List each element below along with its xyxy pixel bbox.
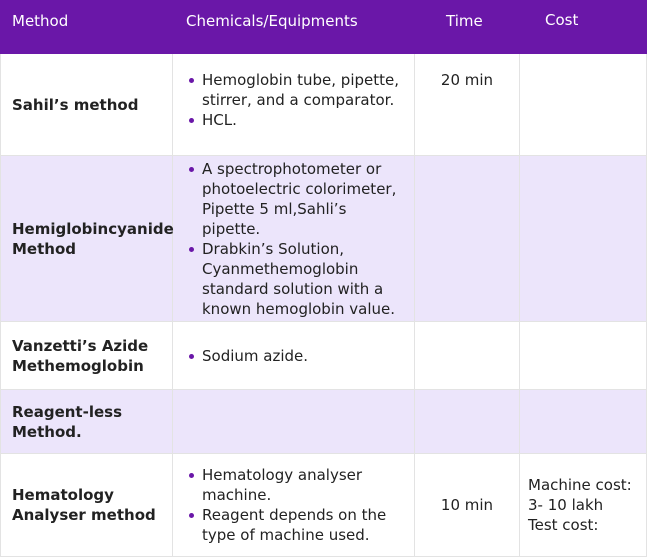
cost-line: 3- 10 lakh: [528, 496, 604, 514]
chemicals-list: [186, 159, 408, 319]
chemicals-list: [186, 346, 408, 366]
time-cell: [415, 390, 520, 454]
cost-line: Test cost:: [528, 516, 599, 534]
header-method: Method: [1, 1, 173, 54]
method-cell: Vanzetti’s Azide Methemoglobin: [1, 322, 173, 390]
header-chemicals: Chemicals/Equipments: [173, 1, 415, 54]
chemicals-cell: [173, 156, 415, 322]
cost-cell: [520, 54, 647, 156]
time-cell: 10 min: [415, 454, 520, 557]
table-row: [1, 54, 647, 156]
list-item: Hematology analyser machine.: [186, 465, 408, 505]
list-item: Sodium azide.: [186, 346, 408, 366]
chemicals-cell: [173, 54, 415, 156]
table-row: [1, 322, 647, 390]
table-row: [1, 390, 647, 454]
method-cell: Hematology Analyser method: [1, 454, 173, 557]
method-cell: Reagent-less Method.: [1, 390, 173, 454]
chemicals-list: [186, 465, 408, 545]
cost-line: Machine cost:: [528, 476, 632, 494]
time-cell: [415, 156, 520, 322]
chemicals-list: [186, 70, 408, 130]
method-cell: Hemiglobincyanide Method: [1, 156, 173, 322]
header-row: [1, 1, 647, 54]
chemicals-cell: [173, 390, 415, 454]
time-cell: 20 min: [415, 54, 520, 156]
header-cost: Cost: [520, 1, 647, 54]
list-item: Drabkin’s Solution, Cyanmethemoglobin standard solution with a known hemoglobin value.: [186, 239, 408, 319]
method-cell: Sahil’s method: [1, 54, 173, 156]
table-row: [1, 454, 647, 557]
time-cell: [415, 322, 520, 390]
header-time: Time: [415, 1, 520, 54]
chemicals-cell: [173, 454, 415, 557]
cost-cell: [520, 390, 647, 454]
table-row: [1, 156, 647, 322]
list-item: Reagent depends on the type of machine used.: [186, 505, 408, 545]
chemicals-cell: [173, 322, 415, 390]
cost-cell: [520, 322, 647, 390]
list-item: HCL.: [186, 110, 408, 130]
list-item: A spectrophotometer or photoelectric colorimeter, Pipette 5 ml,Sahli’s pipette.: [186, 159, 408, 239]
list-item: Hemoglobin tube, pipette, stirrer, and a comparator.: [186, 70, 408, 110]
cost-cell: [520, 156, 647, 322]
cost-cell: [520, 454, 647, 557]
